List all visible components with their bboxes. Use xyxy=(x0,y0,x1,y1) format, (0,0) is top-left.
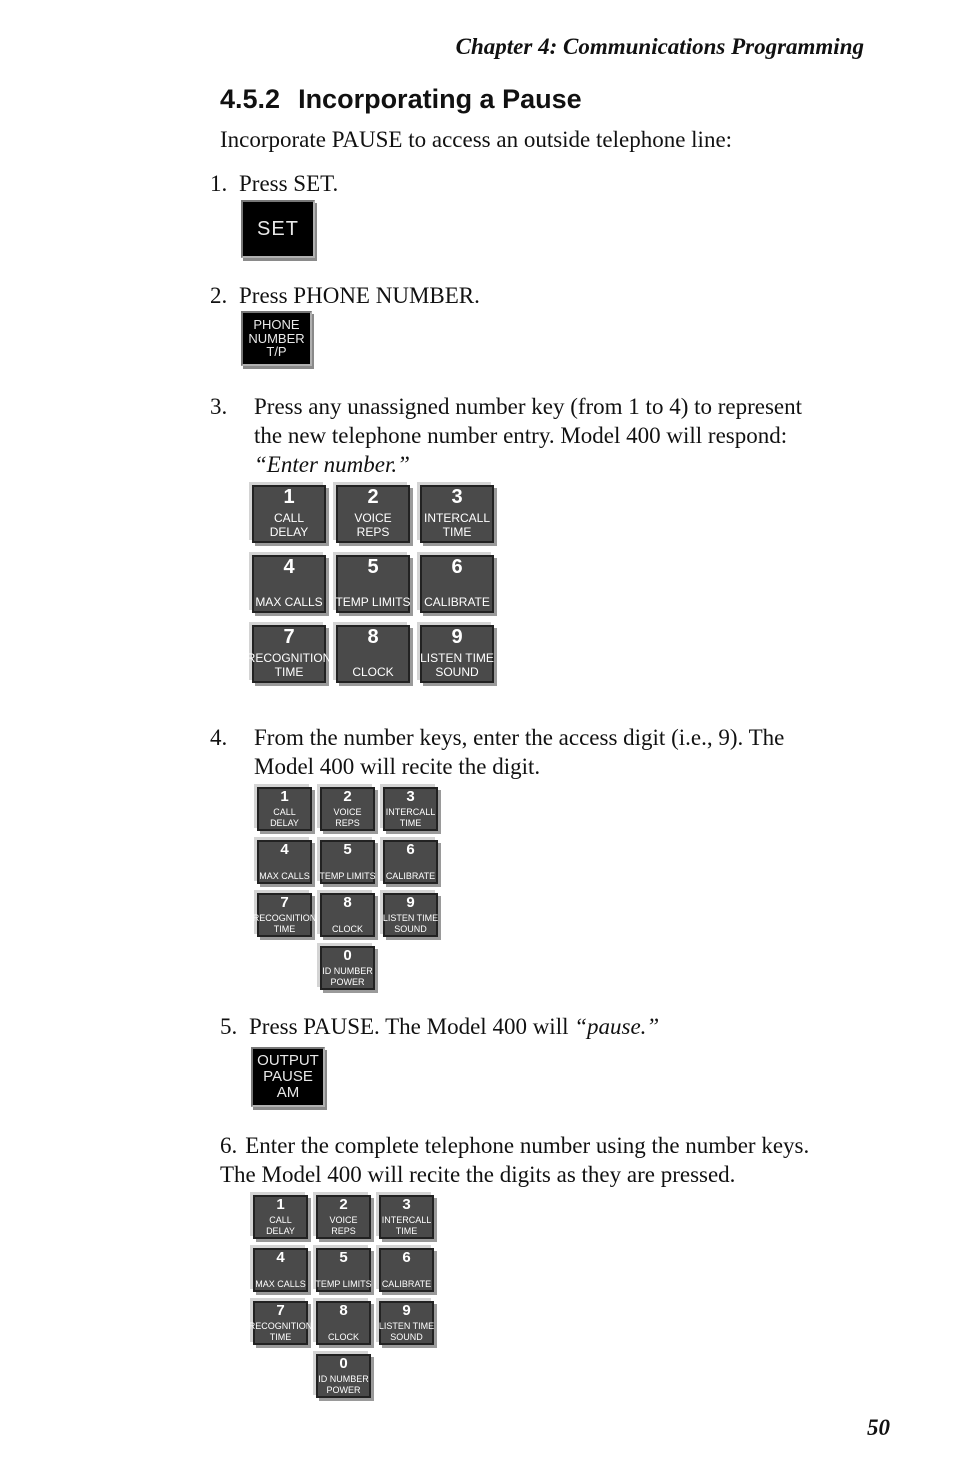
key-digit: 8 xyxy=(367,626,379,648)
key-digit: 8 xyxy=(339,1302,348,1319)
step-3 xyxy=(210,392,870,482)
key-sublabel: ID NUMBER xyxy=(322,966,373,977)
keypad-key-3 xyxy=(383,787,438,831)
step-5 xyxy=(220,1012,659,1041)
keypad-key-1 xyxy=(252,485,326,543)
key-digit: 1 xyxy=(280,788,289,805)
set-key-image xyxy=(241,200,315,258)
pause-key-image xyxy=(251,1047,325,1107)
key-sublabel: CALIBRATE xyxy=(424,595,490,610)
keypad-key-1 xyxy=(257,787,312,831)
key-sublabel: MAX CALLS xyxy=(255,595,323,610)
key-sublabel: SOUND xyxy=(394,923,427,934)
keypad-key-0 xyxy=(316,1354,371,1398)
key-digit: 5 xyxy=(339,1249,348,1266)
key-sublabel: VOICE xyxy=(329,1215,358,1226)
key-sublabel: CLOCK xyxy=(331,923,363,934)
key-digit: 0 xyxy=(343,947,352,964)
step-number: 5. xyxy=(220,1014,238,1039)
phone-number-key-image xyxy=(241,311,312,366)
keypad-key-7 xyxy=(252,893,317,937)
step-text-line: Model 400 will recite the digit. xyxy=(254,754,541,779)
key-digit: 1 xyxy=(283,486,295,508)
key-sublabel xyxy=(255,1268,306,1278)
key-sublabel: TIME xyxy=(395,1225,418,1236)
key-sublabel: CLOCK xyxy=(327,1331,359,1342)
key-sublabel: MAX CALLS xyxy=(259,870,310,881)
key-sublabel xyxy=(352,652,393,666)
key-sublabel: LISTEN TIME xyxy=(378,1321,435,1332)
key-digit: 6 xyxy=(406,841,415,858)
keypad-key-3 xyxy=(379,1195,434,1239)
page-number: 50 xyxy=(867,1415,890,1440)
key-digit: 5 xyxy=(367,556,379,578)
key-digit: 2 xyxy=(343,788,352,805)
key-sublabel xyxy=(332,913,363,923)
key-sublabel: MAX CALLS xyxy=(255,1278,306,1289)
key-sublabel: VOICE xyxy=(354,511,392,526)
step-text-line: The Model 400 will recite the digits as they are pressed. xyxy=(220,1162,736,1187)
key-digit: 3 xyxy=(402,1196,411,1213)
keypad-key-5 xyxy=(316,1248,371,1292)
key-digit: 0 xyxy=(339,1355,348,1372)
key-sublabel: REPS xyxy=(331,1225,356,1236)
key-digit: 5 xyxy=(343,841,352,858)
step-text: Press PAUSE. The Model 400 will xyxy=(249,1014,575,1039)
step-text-line: Enter the complete telephone number using the number keys. xyxy=(245,1133,810,1158)
key-digit: 3 xyxy=(406,788,415,805)
key-digit: 1 xyxy=(276,1196,285,1213)
keypad-key-9 xyxy=(379,1301,434,1345)
key-sublabel: INTERCALL xyxy=(423,511,491,526)
key-sublabel: TEMP LIMITS xyxy=(315,1278,372,1289)
step-2 xyxy=(210,281,480,310)
key-digit: 7 xyxy=(276,1302,285,1319)
set-key-label: SET xyxy=(257,217,299,240)
key-sublabel: RECOGNITION xyxy=(248,1321,313,1332)
step-quote: “pause.” xyxy=(574,1014,660,1039)
key-sublabel: INTERCALL xyxy=(385,807,436,818)
key-digit: 9 xyxy=(406,894,415,911)
key-sublabel: TIME xyxy=(274,665,304,680)
key-label-line: PHONE xyxy=(253,317,300,333)
key-sublabel: CALL xyxy=(273,807,296,818)
key-label-line: PAUSE xyxy=(263,1068,313,1086)
key-sublabel: TIME xyxy=(442,525,472,540)
key-label-line: T/P xyxy=(266,344,287,360)
keypad-key-5 xyxy=(320,840,375,884)
key-sublabel: POWER xyxy=(326,1384,361,1395)
keypad-key-6 xyxy=(383,840,438,884)
step-6 xyxy=(220,1131,880,1191)
keypad-key-2 xyxy=(320,787,375,831)
key-digit: 9 xyxy=(402,1302,411,1319)
key-sublabel xyxy=(328,1321,359,1331)
keypad-key-8 xyxy=(336,625,410,683)
key-sublabel: REPS xyxy=(335,817,360,828)
key-sublabel: REPS xyxy=(356,525,390,540)
key-digit: 6 xyxy=(451,556,463,578)
chapter-header: Chapter 4: Communications Programming xyxy=(455,34,864,59)
key-digit: 8 xyxy=(343,894,352,911)
keypad-key-9 xyxy=(383,893,438,937)
key-sublabel: CALIBRATE xyxy=(385,870,436,881)
step-text-line: “Enter number.” xyxy=(254,452,410,477)
key-sublabel: VOICE xyxy=(333,807,362,818)
keypad-key-4 xyxy=(257,840,312,884)
keypad-key-6 xyxy=(420,555,494,613)
key-sublabel: SOUND xyxy=(435,665,479,680)
keypad-key-3 xyxy=(420,485,494,543)
keypad-key-5 xyxy=(336,555,410,613)
key-sublabel: SOUND xyxy=(390,1331,423,1342)
key-digit: 7 xyxy=(280,894,289,911)
step-number: 6. xyxy=(220,1133,238,1158)
step-text-line: Press any unassigned number key (from 1 to 4) to represent xyxy=(254,394,803,419)
key-sublabel xyxy=(424,582,490,596)
key-digit: 4 xyxy=(276,1249,285,1266)
key-label-line: OUTPUT xyxy=(257,1052,319,1070)
key-sublabel: TEMP LIMITS xyxy=(335,595,411,610)
step-number: 3. xyxy=(210,394,228,419)
key-digit: 6 xyxy=(402,1249,411,1266)
keypad-key-8 xyxy=(316,1301,371,1345)
key-sublabel: TIME xyxy=(269,1331,292,1342)
step-text-line: the new telephone number entry. Model 400 will respond: xyxy=(254,423,788,448)
key-sublabel: RECOGNITION xyxy=(252,913,317,924)
key-sublabel: DELAY xyxy=(270,817,299,828)
step-number: 1. xyxy=(210,171,228,196)
key-label-line: AM xyxy=(276,1083,300,1101)
keypad-key-8 xyxy=(320,893,375,937)
key-sublabel: TEMP LIMITS xyxy=(319,870,376,881)
key-sublabel: LISTEN TIME xyxy=(382,913,439,924)
key-digit: 4 xyxy=(280,841,289,858)
key-sublabel: TIME xyxy=(399,817,422,828)
step-number: 2. xyxy=(210,283,228,308)
key-digit: 2 xyxy=(339,1196,348,1213)
key-digit: 4 xyxy=(283,556,295,578)
key-sublabel xyxy=(255,582,322,596)
step-1 xyxy=(210,169,338,198)
key-label-line: NUMBER xyxy=(248,330,305,346)
key-sublabel: DELAY xyxy=(266,1225,295,1236)
key-sublabel: CALL xyxy=(269,1215,292,1226)
key-sublabel: CALIBRATE xyxy=(381,1278,432,1289)
key-digit: 7 xyxy=(283,626,295,648)
key-digit: 3 xyxy=(451,486,463,508)
keypad-key-4 xyxy=(252,555,326,613)
section-number: 4.5.2 xyxy=(220,84,281,114)
step-4 xyxy=(210,723,870,783)
keypad-key-9 xyxy=(420,625,494,683)
key-digit: 9 xyxy=(451,626,463,648)
keypad-key-7 xyxy=(246,625,332,683)
key-sublabel: RECOGNITION xyxy=(246,651,332,666)
keypad-key-7 xyxy=(248,1301,313,1345)
step-number: 4. xyxy=(210,725,228,750)
key-sublabel: INTERCALL xyxy=(381,1215,432,1226)
intro-text: Incorporate PAUSE to access an outside telephone line: xyxy=(220,127,733,152)
key-sublabel: CLOCK xyxy=(352,665,394,680)
section-heading xyxy=(220,84,582,115)
key-sublabel xyxy=(259,860,310,870)
key-sublabel: CALL xyxy=(273,511,305,526)
step-text: Press PHONE NUMBER. xyxy=(239,283,480,308)
key-digit: 2 xyxy=(367,486,379,508)
step-text-line: From the number keys, enter the access digit (i.e., 9). The xyxy=(254,725,785,750)
keypad-key-2 xyxy=(316,1195,371,1239)
keypad-key-6 xyxy=(379,1248,434,1292)
keypad-key-1 xyxy=(253,1195,308,1239)
step-text: Press SET. xyxy=(239,171,339,196)
keypad-key-0 xyxy=(320,946,375,990)
key-sublabel: POWER xyxy=(330,976,365,987)
key-sublabel: LISTEN TIME xyxy=(420,651,494,666)
key-sublabel: ID NUMBER xyxy=(318,1374,369,1385)
key-sublabel xyxy=(319,860,375,870)
section-title: Incorporating a Pause xyxy=(298,84,582,114)
keypad-key-4 xyxy=(253,1248,308,1292)
key-sublabel xyxy=(382,1268,431,1278)
key-sublabel: TIME xyxy=(273,923,296,934)
keypad-key-2 xyxy=(336,485,410,543)
key-sublabel xyxy=(315,1268,371,1278)
key-sublabel: DELAY xyxy=(269,525,309,540)
key-sublabel xyxy=(335,582,410,596)
key-sublabel xyxy=(386,860,435,870)
